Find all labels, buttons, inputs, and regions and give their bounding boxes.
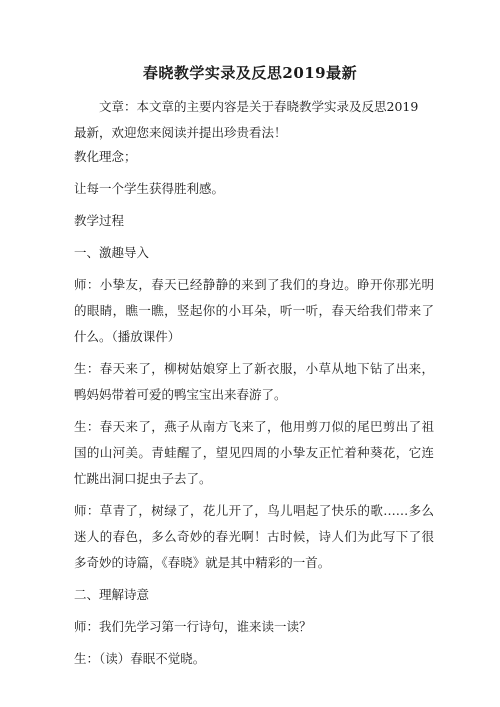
paragraph: 生：（读）春眠不觉晓。 [74,651,206,666]
article-summary: 文章：本文章的主要内容是关于春晓教学实录及反思2019最新，欢迎您来阅读并提出珍贵看法！ [74,99,419,140]
section-heading: 一、激趣导入 [74,245,150,260]
paragraph: 生：春天来了，柳树姑娘穿上了新衣服，小草从地下钻了出来，鸭妈妈带着可爱的鸭宝宝出来春游了。 [74,361,434,402]
paragraph: 生：春天来了，燕子从南方飞来了，他用剪刀似的尾巴剪出了祖国的山河美。青蛙醒了，望见四周的小挚友正忙着种葵花，它连忙跳出洞口捉虫子去了。 [74,419,434,486]
paragraph: 师：草青了，树绿了，花儿开了，鸟儿唱起了快乐的歌……多么迷人的春色，多么奇妙的春光啊！古时候，诗人们为此写下了很多奇妙的诗篇，《春晓》就是其中精彩的一首。 [74,503,434,570]
paragraph: 教化理念； [74,149,137,164]
document-body [74,144,434,678]
document-title: 春晓教学实录及反思2019最新 [142,64,358,82]
paragraph: 师：小挚友，春天已经静静的来到了我们的身边。睁开你那光明的眼睛，瞧一瞧，竖起你的小耳朵，听一听，春天给我们带来了什么。（播放课件） [74,277,434,344]
paragraph: 师：我们先学习第一行诗句，谁来读一读？ [74,619,312,634]
section-heading: 二、理解诗意 [74,587,150,602]
section-heading: 教学过程 [74,213,125,228]
paragraph: 让每一个学生获得胜利感。 [74,181,225,196]
